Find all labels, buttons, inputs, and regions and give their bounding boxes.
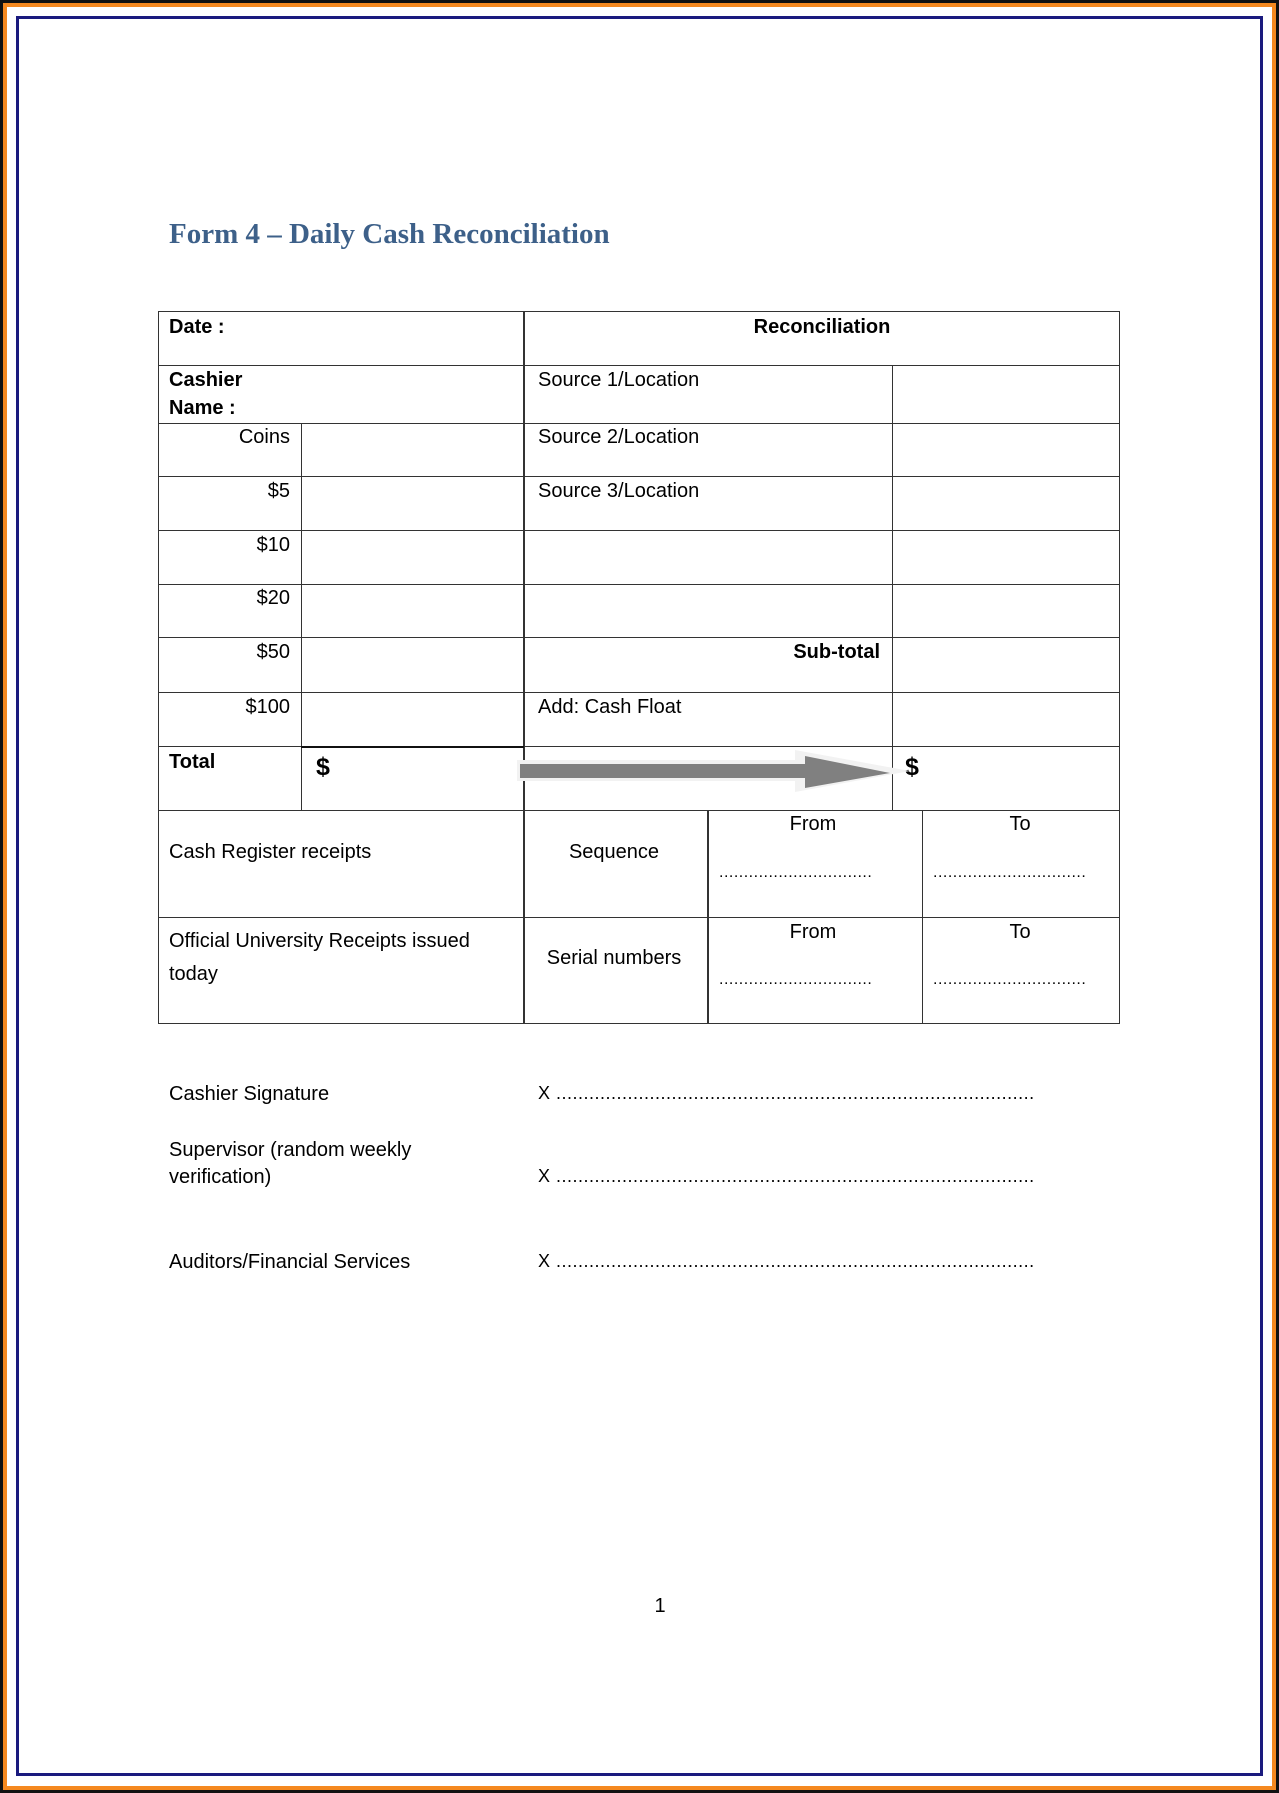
auditors-label: Auditors/Financial Services bbox=[169, 1251, 411, 1273]
source-label: Source 2/Location bbox=[538, 426, 700, 448]
source-label: Source 3/Location bbox=[538, 480, 700, 502]
from-label: From bbox=[789, 921, 837, 943]
form-title: Form 4 – Daily Cash Reconciliation bbox=[169, 218, 610, 250]
denomination-label: $20 bbox=[256, 587, 290, 609]
denomination-label: Coins bbox=[238, 426, 290, 448]
cashier-name-label: Cashier bbox=[169, 369, 243, 391]
date-label: Date : bbox=[169, 316, 225, 338]
total-currency: $ bbox=[316, 753, 330, 781]
to-field[interactable]: ............................... bbox=[933, 971, 1087, 988]
reconciliation-header: Reconciliation bbox=[753, 316, 891, 338]
official-receipts-label: today bbox=[169, 963, 218, 985]
cashier-signature-line[interactable]: X ....................................................................................... bbox=[538, 1083, 1035, 1103]
denomination-label: $50 bbox=[256, 641, 290, 663]
to-label: To bbox=[1009, 813, 1031, 835]
denomination-label: $5 bbox=[267, 480, 290, 502]
sequence-label: Sequence bbox=[568, 841, 660, 863]
arrow-right-icon bbox=[510, 748, 910, 798]
page-frame bbox=[16, 16, 1263, 1776]
denomination-label: $10 bbox=[256, 534, 290, 556]
from-label: From bbox=[789, 813, 837, 835]
from-field[interactable]: ............................... bbox=[719, 864, 873, 881]
official-receipts-label: Official University Receipts issued bbox=[169, 930, 470, 952]
total-label: Total bbox=[169, 751, 216, 773]
cashier-name-label: Name : bbox=[169, 397, 236, 419]
to-field[interactable]: ............................... bbox=[933, 864, 1087, 881]
cash-float-label: Add: Cash Float bbox=[538, 696, 682, 718]
serial-numbers-label: Serial numbers bbox=[546, 947, 682, 969]
source-label: Source 1/Location bbox=[538, 369, 700, 391]
supervisor-label: verification) bbox=[169, 1166, 272, 1188]
final-total-currency: $ bbox=[905, 753, 919, 781]
from-field[interactable]: ............................... bbox=[719, 971, 873, 988]
supervisor-signature-line[interactable]: X ....................................................................................... bbox=[538, 1166, 1035, 1186]
page-number: 1 bbox=[654, 1595, 666, 1617]
cash-register-receipts-label: Cash Register receipts bbox=[169, 841, 372, 863]
auditors-signature-line[interactable]: X ....................................................................................... bbox=[538, 1251, 1035, 1271]
cashier-signature-label: Cashier Signature bbox=[169, 1083, 330, 1105]
to-label: To bbox=[1009, 921, 1031, 943]
subtotal-label: Sub-total bbox=[793, 641, 880, 663]
supervisor-label: Supervisor (random weekly bbox=[169, 1139, 412, 1161]
denomination-label: $100 bbox=[245, 696, 290, 718]
